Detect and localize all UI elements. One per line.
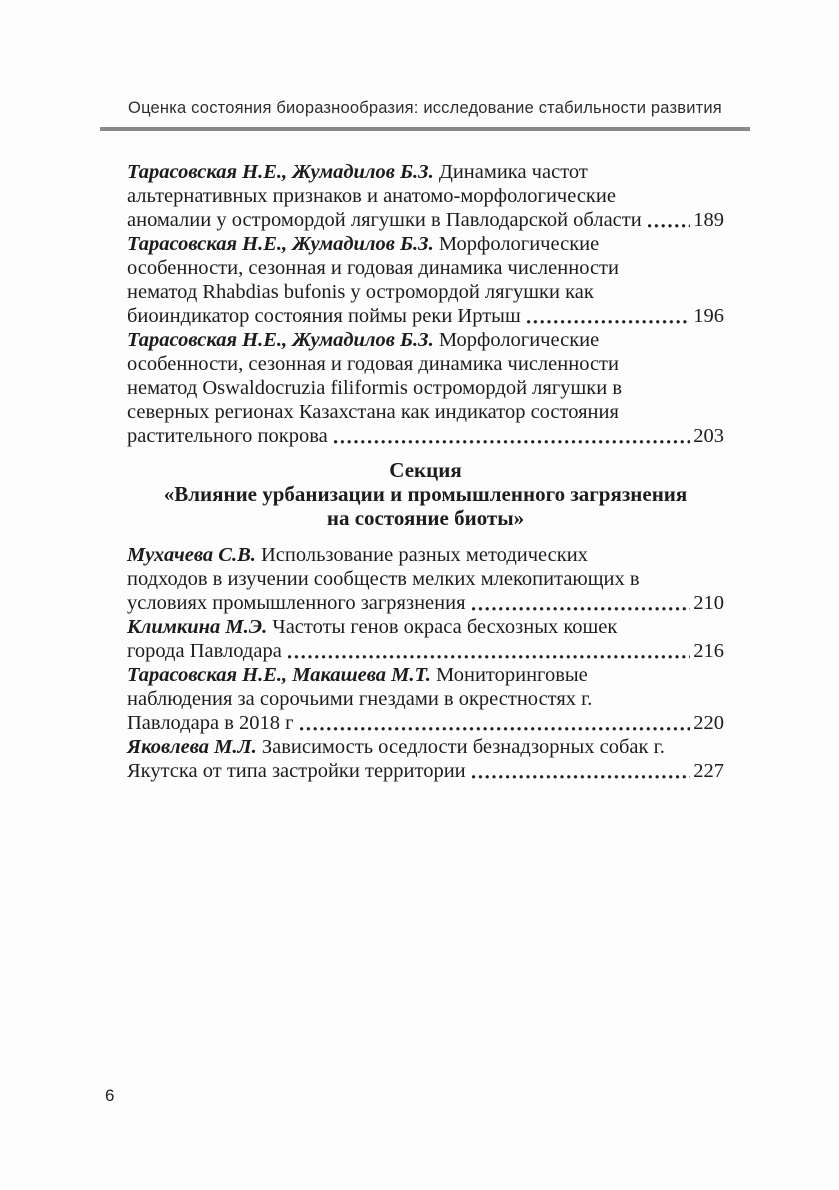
toc-entry-title: Использование разных методических: [261, 544, 588, 566]
toc-entry-authors: Тарасовская Н.Е., Жумадилов Б.З.: [127, 233, 434, 255]
dot-leader: [288, 655, 690, 659]
toc-page-number: 216: [693, 640, 724, 662]
toc-entry-title-end: аномалии у остромордой лягушки в Павлодарской области: [127, 209, 642, 231]
toc-entry-authors: Яковлева М.Л.: [127, 736, 257, 758]
toc-entry-title-end: растительного покрова: [127, 425, 328, 447]
dot-leader: [527, 320, 691, 324]
toc-page-number: 220: [693, 712, 724, 734]
toc-entry-title-end: Якутска от типа застройки территории: [127, 760, 466, 782]
toc-line: подходов в изучении сообществ мелких млекопитающих в: [127, 568, 640, 590]
toc-line-last: [127, 208, 724, 232]
toc-entry: [127, 160, 724, 232]
toc-entry: [127, 232, 724, 328]
section-label: Секция: [389, 458, 462, 482]
toc-line: [127, 232, 724, 256]
dot-leader: [334, 440, 691, 444]
toc-line: северных регионах Казахстана как индикатор состояния: [127, 401, 619, 423]
toc-line: нематод Oswaldocruzia filiformis остромордой лягушки в: [127, 377, 623, 399]
toc-entry-title: Динамика частот: [438, 161, 588, 183]
toc-entry-authors: Климкина М.Э.: [127, 616, 268, 638]
toc-entry: [127, 735, 724, 783]
toc-page-number: 196: [693, 305, 724, 327]
toc-entry-title: Частоты генов окраса бесхозных кошек: [272, 616, 618, 638]
toc-line: [127, 328, 724, 352]
section-title-line1: «Влияние урбанизации и промышленного загрязнения: [163, 482, 688, 506]
toc-entry-authors: Тарасовская Н.Е., Макашева М.Т.: [127, 664, 431, 686]
toc-line: особенности, сезонная и годовая динамика численности: [127, 257, 619, 279]
toc-line-last: [127, 424, 724, 448]
toc-entry-title: Морфологические: [438, 329, 600, 351]
dot-leader: [300, 727, 691, 731]
toc-entry: [127, 328, 724, 448]
toc-page-number: 189: [693, 209, 724, 231]
toc-line: нематод Rhabdias bufonis у остромордой лягушки как: [127, 281, 594, 303]
toc-entry-title: Морфологические: [438, 233, 600, 255]
dot-leader: [472, 775, 691, 779]
toc-line: [127, 160, 724, 184]
toc-entry-title-end: биоиндикатор состояния поймы реки Иртыш: [127, 305, 521, 327]
toc-page-number: 203: [693, 425, 724, 447]
toc-line: [127, 615, 724, 639]
section-heading: [127, 458, 724, 530]
toc-entry-authors: Тарасовская Н.Е., Жумадилов Б.З.: [127, 329, 434, 351]
toc-page-number: 227: [693, 760, 724, 782]
dot-leader: [648, 224, 691, 228]
toc-line: альтернативных признаков и анатомо-морфологические: [127, 185, 616, 207]
toc-entry: [127, 663, 724, 735]
toc-entry-title-end: Павлодара в 2018 г: [127, 712, 294, 734]
toc-line-last: [127, 591, 724, 615]
toc-entry-title-end: условиях промышленного загрязнения: [127, 592, 466, 614]
toc-line-last: [127, 711, 724, 735]
toc-entry-title-end: города Павлодара: [127, 640, 282, 662]
dot-leader: [472, 607, 691, 611]
toc-line-last: [127, 304, 724, 328]
toc-entry-title: Мониторинговые: [436, 664, 588, 686]
toc-line-last: [127, 639, 724, 663]
toc-page-number: 210: [693, 592, 724, 614]
toc-entry: [127, 543, 724, 615]
toc-entry: [127, 615, 724, 663]
running-header: Оценка состояния биоразнообразия: исследование стабильности развития: [128, 99, 722, 117]
section-title-line2: на состояние биоты»: [326, 506, 525, 530]
toc-line-last: [127, 759, 724, 783]
header-rule: [100, 127, 750, 131]
folio-page-number: 6: [105, 1086, 115, 1105]
toc-entry-authors: Тарасовская Н.Е., Жумадилов Б.З.: [127, 161, 434, 183]
toc-line: [127, 663, 724, 687]
toc-line: [127, 543, 724, 567]
toc-line: [127, 735, 724, 759]
toc-entry-title: Зависимость оседлости безнадзорных собак г.: [261, 736, 665, 758]
table-of-contents: [127, 160, 724, 783]
toc-line: наблюдения за сорочьими гнездами в окрестностях г.: [127, 688, 593, 710]
toc-entry-authors: Мухачева С.В.: [127, 544, 256, 566]
toc-line: особенности, сезонная и годовая динамика численности: [127, 353, 619, 375]
